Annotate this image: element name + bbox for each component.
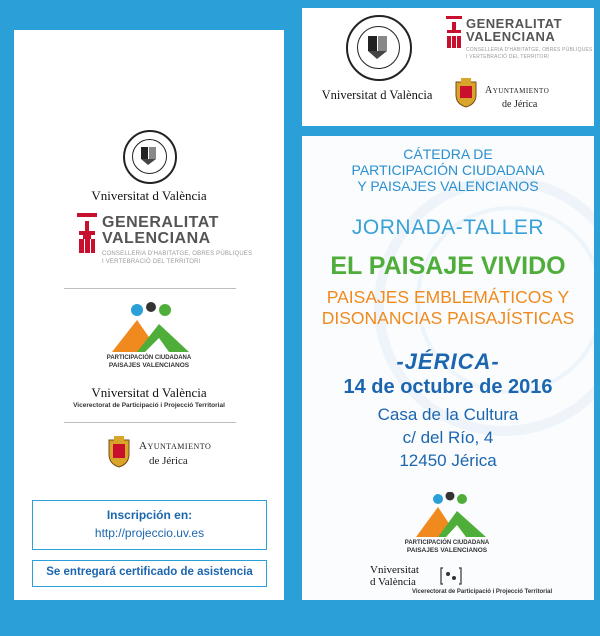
generalitat-name-line1: GENERALITAT	[466, 16, 563, 31]
participacion-logo-icon	[412, 492, 492, 538]
divider	[64, 288, 236, 289]
university-name: Vniversitat d València	[321, 88, 433, 102]
participacion-line2: PAISAJES VALENCIANOS	[108, 362, 190, 369]
participacion-line1: PARTICIPACIÓN CIUDADANA	[106, 355, 192, 361]
event-date: 14 de octubre de 2016	[343, 376, 553, 398]
jornada-heading: JORNADA-TALLER	[351, 216, 545, 239]
generalitat-name-line1: GENERALITAT	[102, 214, 219, 231]
venue-line3: 12450 Jérica	[399, 451, 497, 470]
university-name-line2: d València	[370, 576, 416, 588]
venue-line1: Casa de la Cultura	[377, 405, 519, 424]
vicerrectorado-subtitle: Vicerectorat de Participació i Projecció Territorial	[73, 402, 225, 409]
divider	[64, 422, 236, 423]
participacion-line1: PARTICIPACIÓN CIUDADANA	[404, 540, 490, 546]
bottom-background	[0, 604, 600, 636]
event-subtitle-line2: DISONANCIAS PAISAJÍSTICAS	[321, 308, 575, 328]
university-seal-icon	[346, 15, 412, 81]
catedra-line1: CÁTEDRA DE	[403, 146, 493, 162]
university-name: Vniversitat d València	[91, 188, 207, 203]
ayuntamiento-shield-icon	[106, 436, 132, 468]
generalitat-subtitle-line1: CONSELLERIA D'HABITATGE, OBRES PÚBLIQUES	[466, 47, 593, 53]
left-panel	[14, 30, 284, 600]
inscripcion-box	[32, 500, 267, 550]
generalitat-subtitle-line2: I VERTEBRACIÓ DEL TERRITORI	[466, 54, 550, 60]
generalitat-subtitle-line1: CONSELLERIA D'HABITATGE, OBRES PÚBLIQUES	[102, 251, 253, 257]
certificado-box	[32, 560, 267, 587]
university-seal-icon	[123, 130, 177, 184]
vicerrectorado-name: Vniversitat d València	[91, 385, 207, 400]
ayuntamiento-shield-icon	[454, 78, 478, 108]
vicerrectorado-subtitle: Vicerectorat de Participació i Projecció Territorial	[412, 589, 553, 595]
right-main-panel	[302, 136, 594, 600]
ayuntamiento-line2: de Jérica	[149, 455, 188, 467]
generalitat-logo-icon	[446, 16, 462, 56]
generalitat-logo-icon	[77, 213, 97, 263]
ayuntamiento-line2: de Jérica	[502, 99, 538, 110]
ayuntamiento-line1: Ayuntamiento	[485, 85, 550, 96]
participacion-logo-icon	[107, 302, 197, 354]
catedra-line2: PARTICIPACIÓN CIUDADANA	[351, 162, 545, 178]
catedra-line3: Y PAISAJES VALENCIANOS	[357, 178, 539, 194]
venue-line2: c/ del Río, 4	[402, 428, 494, 447]
inscripcion-label: Inscripción en:	[106, 508, 193, 522]
certificado-text: Se entregará certificado de asistencia	[46, 566, 253, 578]
university-name-line1: Vniversitat	[370, 564, 419, 576]
event-subtitle-line1: PAISAJES EMBLEMÁTICOS Y	[326, 287, 570, 307]
participacion-line2: PAISAJES VALENCIANOS	[406, 547, 488, 554]
generalitat-subtitle-line2: I VERTEBRACIÓ DEL TERRITORI	[102, 259, 201, 265]
generalitat-name-line2: VALENCIANA	[466, 29, 556, 44]
right-top-panel	[302, 8, 594, 126]
ayuntamiento-line1: Ayuntamiento	[139, 440, 212, 452]
vicerrectorado-mark-icon	[440, 566, 462, 586]
generalitat-name-line2: VALENCIANA	[102, 230, 211, 247]
inscripcion-link[interactable]: http://projeccio.uv.es	[94, 526, 205, 540]
event-title: EL PAISAJE VIVIDO	[330, 252, 566, 280]
event-place: -JÉRICA-	[396, 349, 500, 374]
